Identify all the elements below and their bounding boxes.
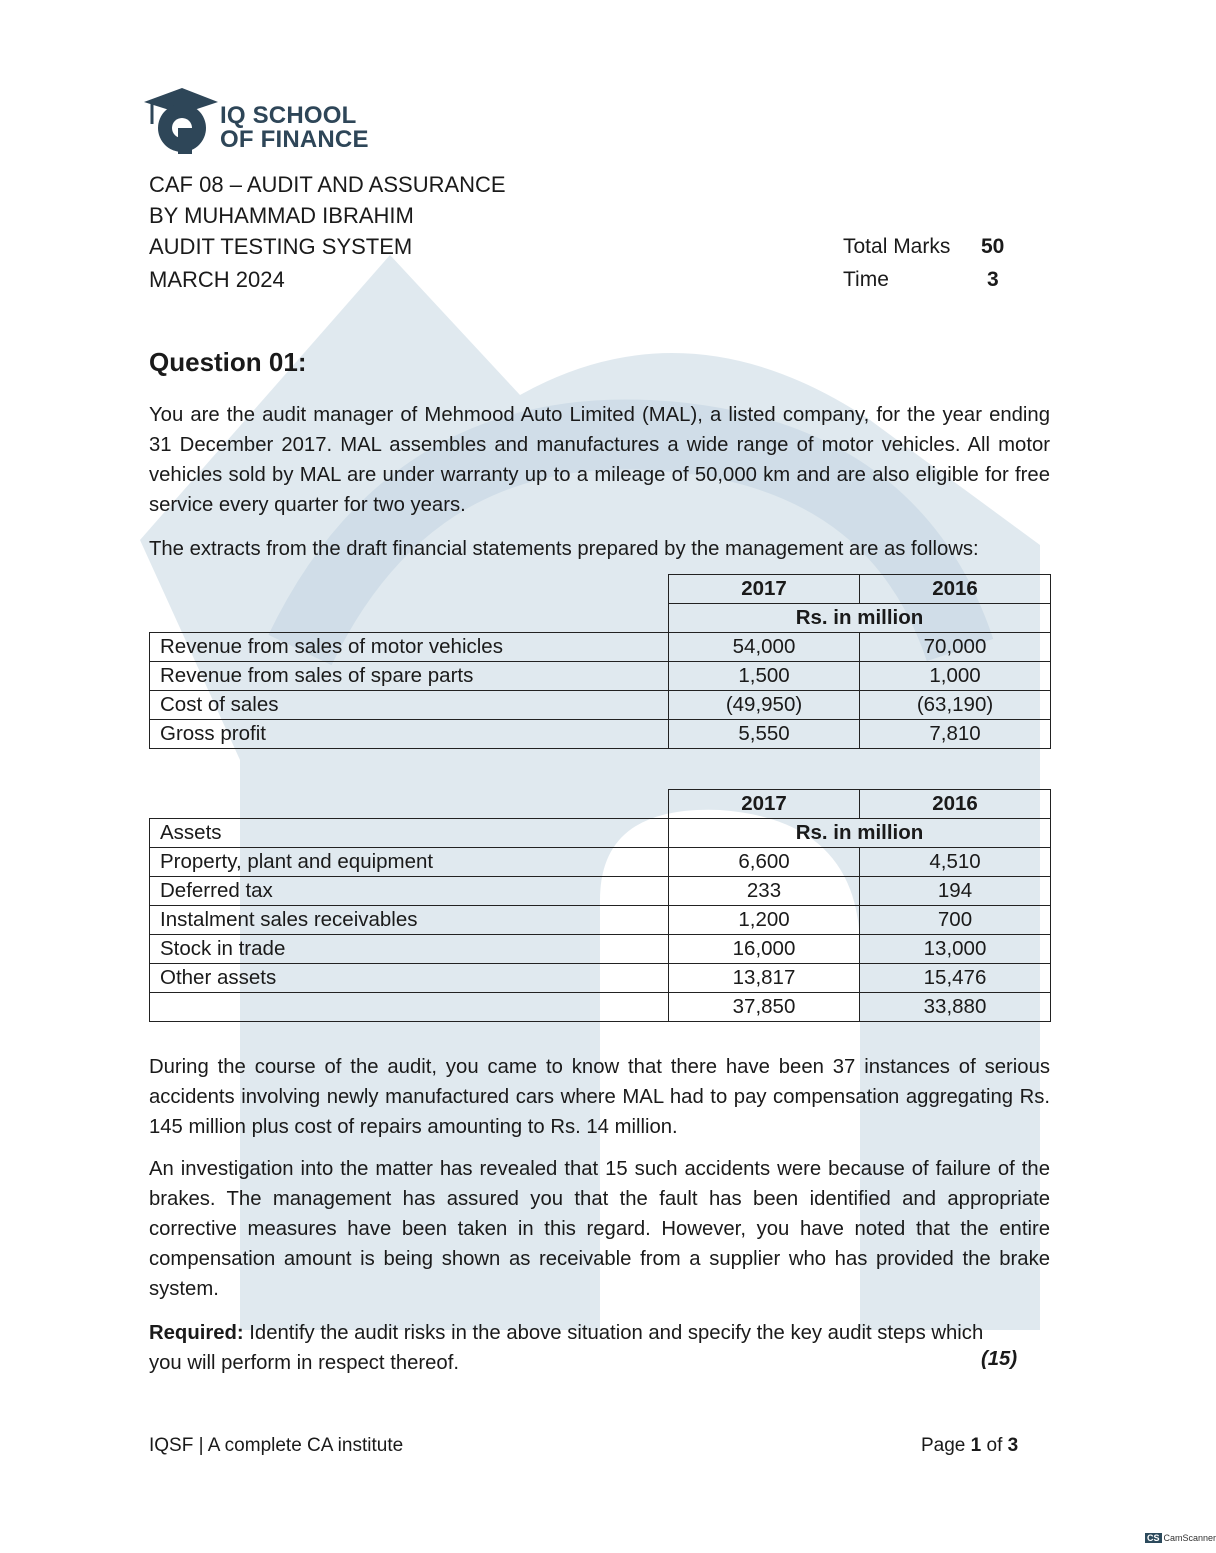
table-row	[150, 935, 1051, 964]
row-2017: 13,817	[669, 964, 860, 993]
income-table	[149, 574, 1051, 749]
table-row	[150, 964, 1051, 993]
camscanner-icon: CS	[1147, 1533, 1160, 1543]
page-indicator	[921, 1435, 1018, 1457]
assets-year-2016: 2016	[860, 790, 1051, 819]
date-line: MARCH 2024	[149, 267, 285, 292]
page-number: 1	[970, 1435, 982, 1456]
row-label: Cost of sales	[150, 691, 669, 720]
total-marks-value: 50	[981, 235, 1005, 258]
author-line: BY MUHAMMAD IBRAHIM	[149, 203, 414, 228]
row-2017: 37,850	[669, 993, 860, 1022]
table-row	[150, 848, 1051, 877]
row-2016: 700	[860, 906, 1051, 935]
row-label: Instalment sales receivables	[150, 906, 669, 935]
row-2016: 70,000	[860, 633, 1051, 662]
page-word: Page	[921, 1435, 971, 1456]
income-year-2017: 2017	[669, 575, 860, 604]
course-title: CAF 08 – AUDIT AND ASSURANCE	[149, 172, 506, 197]
system-line: AUDIT TESTING SYSTEM	[149, 234, 413, 259]
row-2017: 16,000	[669, 935, 860, 964]
table-row	[150, 720, 1051, 749]
question-intro: You are the audit manager of Mehmood Auto Limited (MAL), a listed company, for the year ending 31 December 2017. MAL assembles and manufactures a wide range of motor vehicles. All motor vehicles sold by MAL are under warranty up to a mileage of 50,000 km and are also eligible for free service every quarter for two years.	[149, 404, 1050, 516]
graduation-cap-icon	[142, 88, 218, 158]
row-label: Other assets	[150, 964, 669, 993]
assets-heading: Assets	[150, 819, 669, 848]
page-total: 3	[1007, 1435, 1019, 1456]
logo-line-2: OF FINANCE	[220, 126, 369, 153]
table-row	[150, 877, 1051, 906]
table-row	[150, 691, 1051, 720]
row-2016: 15,476	[860, 964, 1051, 993]
footer-institute: IQSF | A complete CA institute	[149, 1435, 404, 1456]
row-2017: 1,200	[669, 906, 860, 935]
row-label: Revenue from sales of spare parts	[150, 662, 669, 691]
paragraph-investigation: An investigation into the matter has revealed that 15 such accidents were because of failure of the brakes. The management has assured you that the fault has been identified and appropriate corrective measures have been taken in this regard. However, you have noted that the entire compensation amount is being shown as receivable from a supplier who has provided the brake system.	[149, 1158, 1050, 1300]
question-title: Question 01:	[149, 347, 307, 377]
required-text: Identify the audit risks in the above situation and specify the key audit steps which you will perform in respect thereof.	[149, 1322, 984, 1374]
row-2016: 194	[860, 877, 1051, 906]
assets-table	[149, 789, 1051, 1022]
row-label: Revenue from sales of motor vehicles	[150, 633, 669, 662]
total-marks-label: Total Marks	[843, 235, 951, 258]
row-2016: 7,810	[860, 720, 1051, 749]
row-2016: 4,510	[860, 848, 1051, 877]
time-label: Time	[843, 268, 889, 291]
row-2017: 1,500	[669, 662, 860, 691]
row-label: Stock in trade	[150, 935, 669, 964]
row-label: Deferred tax	[150, 877, 669, 906]
row-2016: 33,880	[860, 993, 1051, 1022]
row-2017: 5,550	[669, 720, 860, 749]
row-2017: 54,000	[669, 633, 860, 662]
assets-year-2017: 2017	[669, 790, 860, 819]
of-word: of	[981, 1435, 1008, 1456]
scanner-watermark	[1145, 1533, 1216, 1543]
required-label: Required:	[149, 1322, 244, 1344]
row-2016: 1,000	[860, 662, 1051, 691]
table-row	[150, 662, 1051, 691]
extract-intro: The extracts from the draft financial statements prepared by the management are as follows:	[149, 538, 979, 560]
time-value: 3	[987, 268, 999, 291]
row-label: Property, plant and equipment	[150, 848, 669, 877]
assets-unit: Rs. in million	[669, 819, 1051, 848]
row-2016: 13,000	[860, 935, 1051, 964]
income-year-2016: 2016	[860, 575, 1051, 604]
school-logo	[142, 88, 382, 158]
table-row	[150, 633, 1051, 662]
row-2017: 233	[669, 877, 860, 906]
table-row	[150, 906, 1051, 935]
marks-allocation: (15)	[981, 1348, 1018, 1370]
income-unit: Rs. in million	[669, 604, 1051, 633]
required-paragraph	[149, 1318, 1019, 1378]
logo-line-1: IQ SCHOOL	[220, 102, 357, 129]
row-label: Gross profit	[150, 720, 669, 749]
scanner-name: CamScanner	[1163, 1533, 1216, 1543]
row-2016: (63,190)	[860, 691, 1051, 720]
row-label	[150, 993, 669, 1022]
table-row-total	[150, 993, 1051, 1022]
row-2017: (49,950)	[669, 691, 860, 720]
paragraph-accidents: During the course of the audit, you came to know that there have been 37 instances of serious accidents involving newly manufactured cars where MAL had to pay compensation aggregating Rs. 145 million plus cost of repairs amounting to Rs. 14 million.	[149, 1056, 1050, 1138]
row-2017: 6,600	[669, 848, 860, 877]
